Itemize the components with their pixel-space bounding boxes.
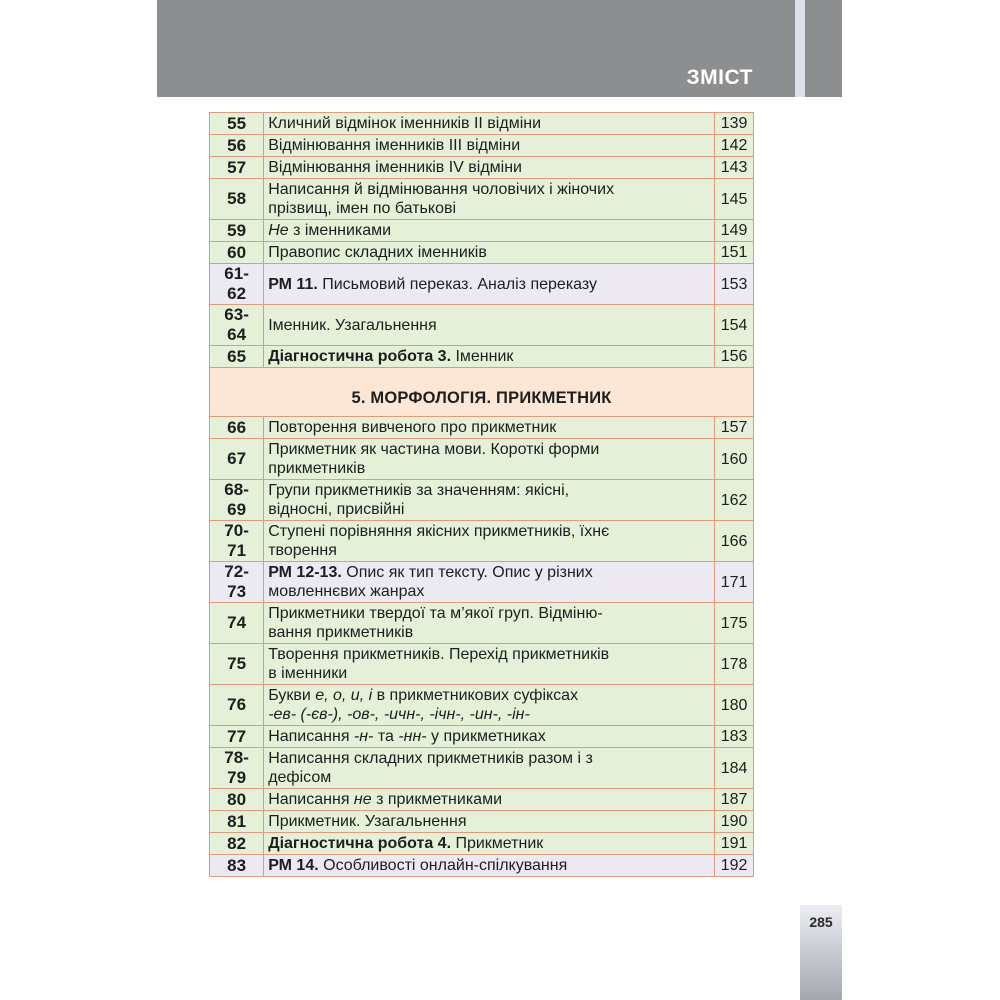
lesson-page: 145 xyxy=(715,179,754,220)
lesson-number: 67 xyxy=(210,439,264,480)
title-part-a: Написання xyxy=(268,791,354,808)
lesson-number: 57 xyxy=(210,157,264,179)
lesson-number xyxy=(210,305,264,346)
lesson-title xyxy=(264,603,715,644)
table-row xyxy=(210,220,754,242)
page-title: ЗМІСТ xyxy=(686,66,753,89)
table-row xyxy=(210,417,754,439)
num-line-2: 79 xyxy=(227,768,247,787)
title-line-2: мовленнєвих жанрах xyxy=(268,583,425,600)
title-part-c: та xyxy=(373,728,399,745)
title-rest: Опис як тип тексту. Опис у різних xyxy=(341,564,593,581)
lesson-page: 175 xyxy=(715,603,754,644)
lesson-page: 143 xyxy=(715,157,754,179)
table-row xyxy=(210,603,754,644)
lesson-number: 58 xyxy=(210,179,264,220)
lesson-number: 82 xyxy=(210,833,264,855)
table-row xyxy=(210,242,754,264)
title-italic: не xyxy=(353,791,372,808)
lesson-page: 139 xyxy=(715,113,754,135)
title-bold: РМ 12-13. xyxy=(268,564,342,581)
title-italic: -н- xyxy=(353,728,374,745)
title-bold: Діагностична робота 4. xyxy=(268,835,452,852)
title-italic: -нн- xyxy=(398,728,427,745)
title-part-c: в прикметникових суфіксах xyxy=(372,687,579,704)
num-line-2: 71 xyxy=(227,541,247,560)
title-line-1: Написання й відмінювання чоловічих і жіночих xyxy=(268,181,615,198)
table-row xyxy=(210,748,754,789)
contents-table xyxy=(209,112,754,877)
lesson-title xyxy=(264,439,715,480)
lesson-title: Кличний відмінок іменників II відміни xyxy=(264,113,715,135)
table-row xyxy=(210,157,754,179)
lesson-page: 151 xyxy=(715,242,754,264)
title-line-2: прикметників xyxy=(268,460,366,477)
lesson-title xyxy=(264,480,715,521)
lesson-number: 76 xyxy=(210,685,264,726)
lesson-number: 80 xyxy=(210,789,264,811)
table-row xyxy=(210,264,754,305)
table-row xyxy=(210,562,754,603)
lesson-title xyxy=(264,855,715,877)
title-line-2: в іменники xyxy=(268,665,348,682)
lesson-number: 59 xyxy=(210,220,264,242)
table-row xyxy=(210,789,754,811)
num-line-1: 63- xyxy=(224,305,249,324)
lesson-number xyxy=(210,521,264,562)
section-heading: 5. МОРФОЛОГІЯ. ПРИКМЕТНИК xyxy=(210,368,754,417)
title-line-1: Творення прикметників. Перехід прикметників xyxy=(268,646,610,663)
lesson-page: 178 xyxy=(715,644,754,685)
title-bold: Діагностична робота 3. xyxy=(268,348,452,365)
lesson-number xyxy=(210,264,264,305)
lesson-title xyxy=(264,685,715,726)
lesson-page: 153 xyxy=(715,264,754,305)
table-row xyxy=(210,113,754,135)
lesson-title xyxy=(264,748,715,789)
title-bold: РМ 14. xyxy=(268,857,319,874)
lesson-title xyxy=(264,833,715,855)
lesson-number: 74 xyxy=(210,603,264,644)
lesson-number: 66 xyxy=(210,417,264,439)
lesson-title: Правопис складних іменників xyxy=(264,242,715,264)
table-row xyxy=(210,179,754,220)
num-line-1: 68- xyxy=(224,480,249,499)
num-line-1: 70- xyxy=(224,521,249,540)
lesson-title: Відмінювання іменників IV відміни xyxy=(264,157,715,179)
num-line-1: 61- xyxy=(224,264,249,283)
title-rest: Прикметник xyxy=(451,835,544,852)
title-italic: Не xyxy=(268,222,289,239)
lesson-title xyxy=(264,220,715,242)
lesson-title xyxy=(264,264,715,305)
num-line-1: 78- xyxy=(224,748,249,767)
lesson-number: 81 xyxy=(210,811,264,833)
title-line-2: дефісом xyxy=(268,769,332,786)
table-row xyxy=(210,135,754,157)
lesson-title: Повторення вивченого про прикметник xyxy=(264,417,715,439)
lesson-title xyxy=(264,644,715,685)
lesson-number: 83 xyxy=(210,855,264,877)
lesson-title: Прикметник. Узагальнення xyxy=(264,811,715,833)
lesson-number: 65 xyxy=(210,346,264,368)
table-row xyxy=(210,521,754,562)
table-row xyxy=(210,480,754,521)
lesson-title: Відмінювання іменників III відміни xyxy=(264,135,715,157)
lesson-page: 149 xyxy=(715,220,754,242)
title-line-2: творення xyxy=(268,542,337,559)
lesson-title xyxy=(264,726,715,748)
header-tab xyxy=(805,0,842,97)
lesson-number: 77 xyxy=(210,726,264,748)
lesson-number: 55 xyxy=(210,113,264,135)
table-row xyxy=(210,833,754,855)
lesson-page: 192 xyxy=(715,855,754,877)
title-rest: Іменник xyxy=(451,348,514,365)
table-row xyxy=(210,644,754,685)
num-line-2: 62 xyxy=(227,284,247,303)
num-line-2: 64 xyxy=(227,325,247,344)
lesson-title xyxy=(264,562,715,603)
lesson-page: 160 xyxy=(715,439,754,480)
title-rest: Письмовий переказ. Аналіз переказу xyxy=(317,275,598,293)
lesson-number: 56 xyxy=(210,135,264,157)
lesson-page: 184 xyxy=(715,748,754,789)
title-part-e: у прикметниках xyxy=(426,728,546,745)
title-line-2: вання прикметників xyxy=(268,624,414,641)
title-line-2: прізвищ, імен по батькові xyxy=(268,200,457,217)
lesson-page: 187 xyxy=(715,789,754,811)
header-bar xyxy=(157,0,795,97)
lesson-title xyxy=(264,521,715,562)
lesson-number xyxy=(210,748,264,789)
title-rest: Особливості онлайн-спілкування xyxy=(318,857,568,874)
lesson-title xyxy=(264,789,715,811)
lesson-page: 180 xyxy=(715,685,754,726)
title-part-a: Написання xyxy=(268,728,354,745)
title-line-1: Групи прикметників за значенням: якісні, xyxy=(268,482,570,499)
table-row xyxy=(210,305,754,346)
lesson-page: 191 xyxy=(715,833,754,855)
lesson-page: 162 xyxy=(715,480,754,521)
lesson-page: 154 xyxy=(715,305,754,346)
title-line-1: Ступені порівняння якісних прикметників, їхнє xyxy=(268,523,610,540)
lesson-page: 166 xyxy=(715,521,754,562)
table-row xyxy=(210,346,754,368)
num-line-2: 73 xyxy=(227,582,247,601)
lesson-page: 142 xyxy=(715,135,754,157)
num-line-2: 69 xyxy=(227,500,247,519)
title-part-a: Букви xyxy=(268,687,316,704)
lesson-page: 190 xyxy=(715,811,754,833)
section-row xyxy=(210,368,754,417)
page-number: 285 xyxy=(809,914,833,930)
title-line-2: відносні, присвійні xyxy=(268,501,405,518)
title-part-c: з прикметниками xyxy=(371,791,503,808)
title-bold: РМ 11. xyxy=(268,275,318,293)
lesson-number: 60 xyxy=(210,242,264,264)
table-row xyxy=(210,685,754,726)
title-line-1: Написання складних прикметників разом і з xyxy=(268,750,593,767)
title-line-2: -ев- (-єв-), -ов-, -ичн-, -ічн-, -ин-, -ін- xyxy=(268,706,530,723)
lesson-title: Іменник. Узагальнення xyxy=(264,305,715,346)
lesson-page: 156 xyxy=(715,346,754,368)
table-row xyxy=(210,811,754,833)
title-italic: е, о, и, і xyxy=(315,687,373,704)
lesson-number xyxy=(210,480,264,521)
num-line-1: 72- xyxy=(224,562,249,581)
lesson-title xyxy=(264,346,715,368)
lesson-number: 75 xyxy=(210,644,264,685)
table-row xyxy=(210,726,754,748)
lesson-page: 171 xyxy=(715,562,754,603)
lesson-number xyxy=(210,562,264,603)
title-rest: з іменниками xyxy=(288,222,392,239)
title-line-1: Прикметник як частина мови. Короткі форми xyxy=(268,441,600,458)
table-row xyxy=(210,855,754,877)
lesson-title xyxy=(264,179,715,220)
table-row xyxy=(210,439,754,480)
title-line-1: Прикметники твердої та м’якої груп. Відміню- xyxy=(268,605,603,622)
lesson-page: 183 xyxy=(715,726,754,748)
lesson-page: 157 xyxy=(715,417,754,439)
header-stripe xyxy=(795,0,805,97)
